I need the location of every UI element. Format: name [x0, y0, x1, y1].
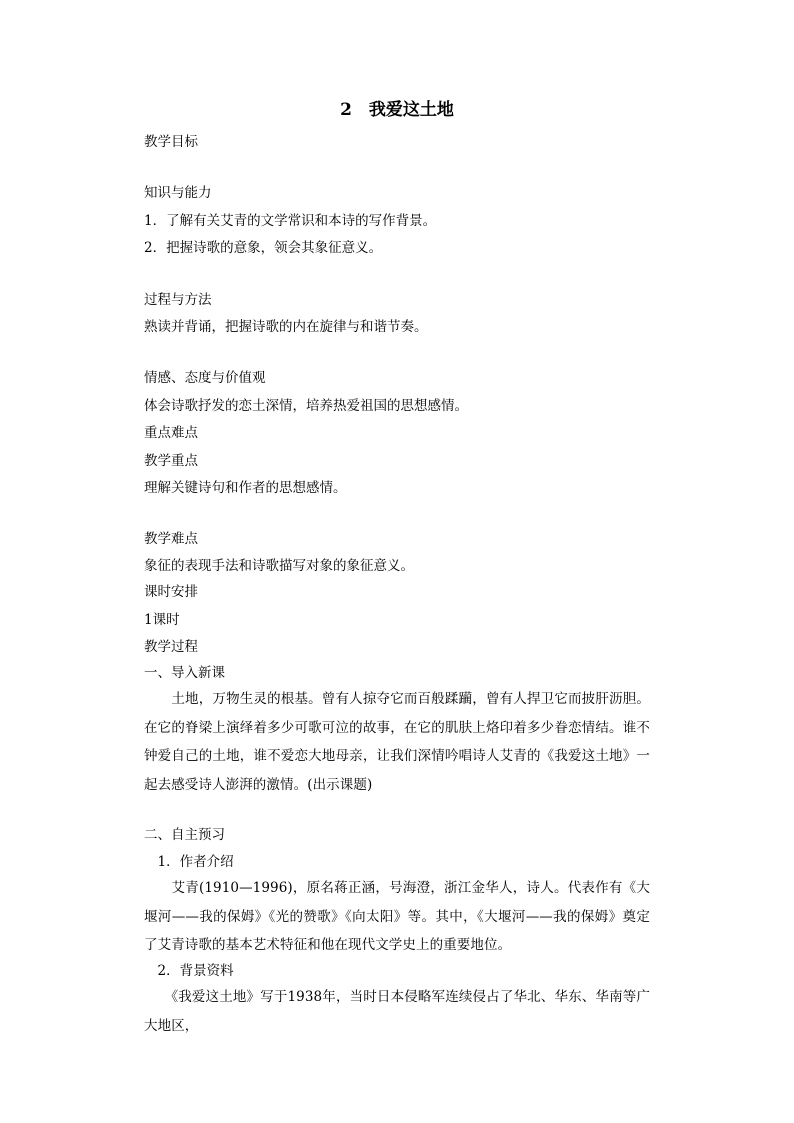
difficulty-text: 象征的表现手法和诗歌描写对象的象征意义。	[144, 558, 414, 574]
schedule-value: 1课时	[144, 612, 180, 628]
emotion-text: 体会诗歌抒发的恋土深情，培养热爱祖国的思想感情。	[144, 398, 468, 414]
focus-text: 理解关键诗句和作者的思想感情。	[144, 480, 347, 496]
page-title: 2 我爱这土地	[340, 100, 454, 120]
background-paragraph: 《我爱这土地》写于1938年，当时日本侵略军连续侵占了华北、华东、华南等广大地区，	[144, 989, 650, 1034]
process-heading: 教学过程	[144, 639, 198, 655]
emotion-heading: 情感、态度与价值观	[144, 370, 266, 386]
section-heading: 一、导入新课	[144, 665, 225, 681]
author-paragraph: 艾青(1910—1996)，原名蒋正涵，号海澄，浙江金华人，诗人。代表作有《大堰河——我的保姆》《光的赞歌》《向太阳》等。其中，《大堰河——我的保姆》奠定了艾青诗歌的基本艺术特征和他在现代文学史上的重要地位。	[144, 880, 650, 954]
focus-heading: 教学重点	[144, 453, 198, 469]
section-heading: 二、自主预习	[144, 827, 225, 843]
objectives-heading: 教学目标	[144, 134, 198, 150]
subsection-heading: 2．背景资料	[144, 963, 234, 979]
schedule-heading: 课时安排	[144, 584, 198, 600]
knowledge-item: 1．了解有关艾青的文学常识和本诗的写作背景。	[144, 213, 437, 229]
process-method-heading: 过程与方法	[144, 292, 212, 308]
process-method-text: 熟读并背诵，把握诗歌的内在旋律与和谐节奏。	[144, 319, 428, 335]
difficulty-heading: 教学难点	[144, 531, 198, 547]
intro-paragraph: 土地，万物生灵的根基。曾有人掠夺它而百般蹂躏，曾有人捍卫它而披肝沥胆。在它的脊梁上演绎着多少可歌可泣的故事，在它的肌肤上烙印着多少眷恋情结。谁不钟爱自己的土地，谁不爱恋大地母亲，让我们深情吟唱诗人艾青的《我爱这土地》一起去感受诗人澎湃的激情。(出示课题)	[144, 691, 650, 794]
knowledge-item: 2．把握诗歌的意象，领会其象征意义。	[144, 240, 383, 256]
keypoints-heading: 重点难点	[144, 425, 198, 441]
knowledge-heading: 知识与能力	[144, 185, 212, 201]
subsection-heading: 1．作者介绍	[144, 854, 234, 870]
